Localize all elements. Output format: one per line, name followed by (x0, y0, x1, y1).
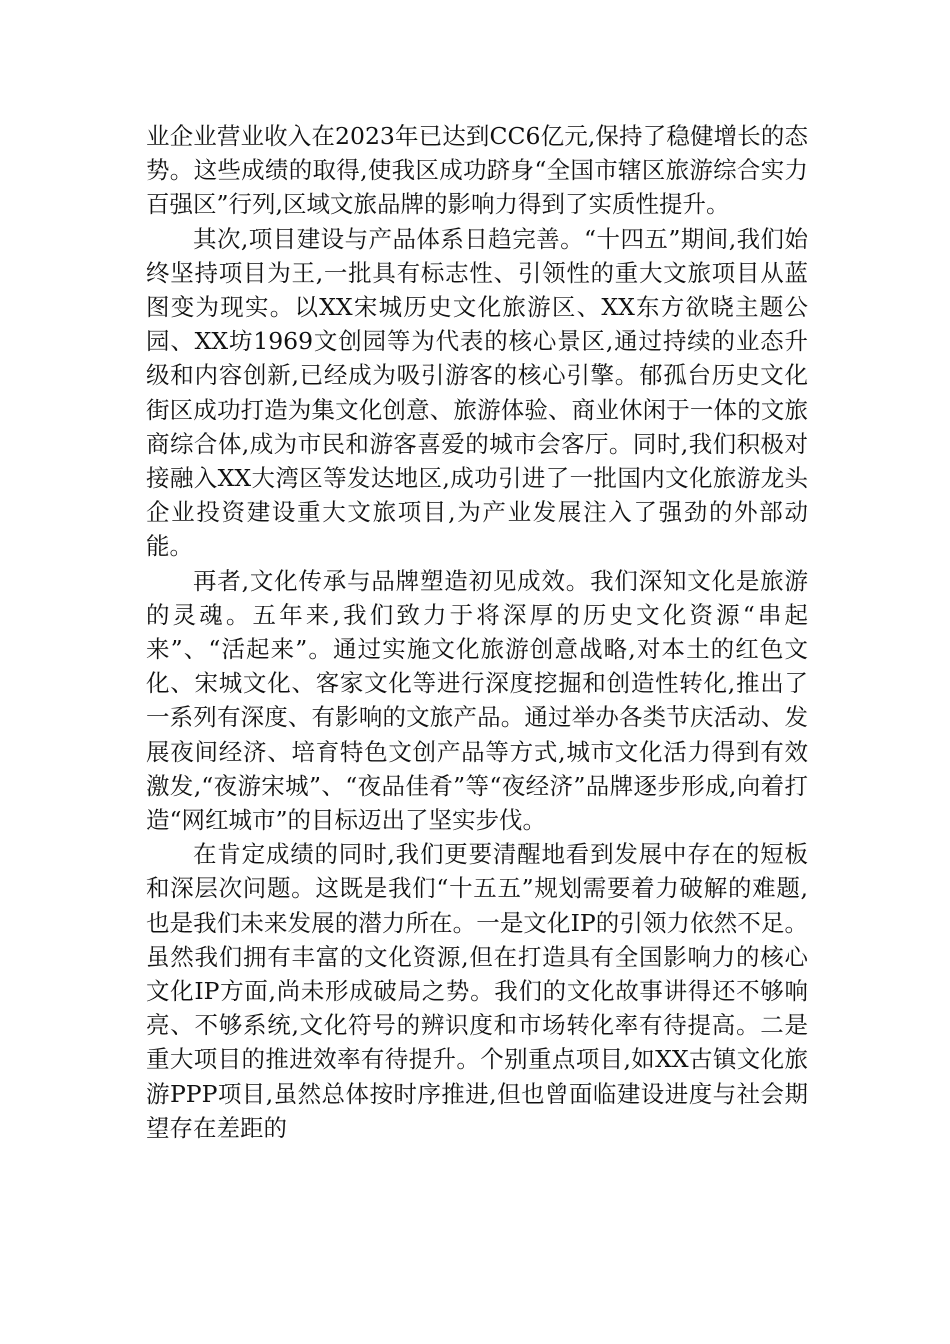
document-body (146, 119, 808, 1145)
paragraph-3: 再者,文化传承与品牌塑造初见成效。我们深知文化是旅游的灵魂。五年来,我们致力于将深厚的历史文化资源“串起来”、“活起来”。通过实施文化旅游创意战略,对本土的红色文化、宋城文化、客家文化等进行深度挖掘和创造性转化,推出了一系列有深度、有影响的文旅产品。通过举办各类节庆活动、发展夜间经济、培育特色文创产品等方式,城市文化活力得到有效激发,“夜游宋城”、“夜品佳肴”等“夜经济”品牌逐步形成,向着打造“网红城市”的目标迈出了坚实步伐。 (146, 566, 808, 835)
paragraph-1: 业企业营业收入在2023年已达到CC6亿元,保持了稳健增长的态势。这些成绩的取得,使我区成功跻身“全国市辖区旅游综合实力百强区”行列,区域文旅品牌的影响力得到了实质性提升。 (146, 122, 808, 219)
paragraph-2: 其次,项目建设与产品体系日趋完善。“十四五”期间,我们始终坚持项目为王,一批具有标志性、引领性的重大文旅项目从蓝图变为现实。以XX宋城历史文化旅游区、XX东方欲晓主题公园、XX坊1969文创园等为代表的核心景区,通过持续的业态升级和内容创新,已经成为吸引游客的核心引擎。郁孤台历史文化街区成功打造为集文化创意、旅游体验、商业休闲于一体的文旅商综合体,成为市民和游客喜爱的城市会客厅。同时,我们积极对接融入XX大湾区等发达地区,成功引进了一批国内文化旅游龙头企业投资建设重大文旅项目,为产业发展注入了强劲的外部动能。 (146, 224, 808, 561)
paragraph-4: 在肯定成绩的同时,我们更要清醒地看到发展中存在的短板和深层次问题。这既是我们“十五五”规划需要着力破解的难题,也是我们未来发展的潜力所在。一是文化IP的引领力依然不足。虽然我们拥有丰富的文化资源,但在打造具有全国影响力的核心文化IP方面,尚未形成破局之势。我们的文化故事讲得还不够响亮、不够系统,文化符号的辨识度和市场转化率有待提高。二是重大项目的推进效率有待提升。个别重点项目,如XX古镇文化旅游PPP项目,虽然总体按时序推进,但也曾面临建设进度与社会期望存在差距的 (146, 840, 808, 1142)
